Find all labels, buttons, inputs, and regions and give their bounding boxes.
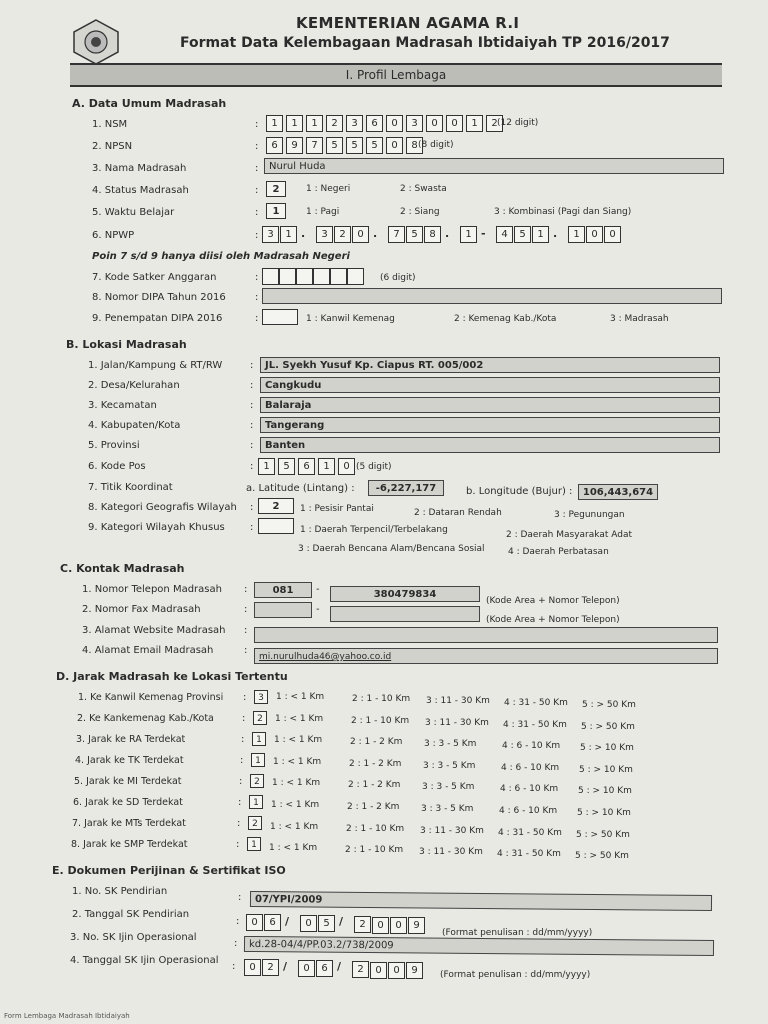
kecamatan-field[interactable]: Balaraja (260, 397, 720, 413)
section-d-heading: D. Jarak Madrasah ke Lokasi Tertentu (56, 670, 288, 683)
colon: : (238, 797, 242, 808)
distance-label: 3. Jarak ke RA Terdekat (76, 734, 186, 745)
colon: : (255, 272, 259, 283)
kodepos-digit[interactable]: 1 (318, 458, 335, 475)
distance-option: 3 : 11 - 30 Km (425, 718, 489, 728)
npwp-label: 6. NPWP (92, 230, 135, 241)
date-digit[interactable]: 9 (406, 962, 423, 979)
nsm-digit[interactable]: 1 (306, 115, 323, 132)
colon: : (255, 185, 259, 196)
npwp-digit[interactable]: 1 (280, 226, 297, 243)
distance-option: 1 : < 1 Km (272, 778, 321, 788)
distance-option: 5 : > 50 Km (582, 700, 636, 710)
distance-option: 1 : < 1 Km (275, 714, 324, 724)
tgl-ijin-note: (Format penulisan : dd/mm/yyyy) (440, 970, 591, 980)
kodepos-digit[interactable]: 6 (298, 458, 315, 475)
sk-ijin-label: 3. No. SK Ijin Operasional (70, 932, 197, 943)
status-value-box[interactable]: 2 (266, 181, 286, 197)
fax-note: (Kode Area + Nomor Telepon) (486, 615, 620, 625)
colon: : (250, 360, 254, 371)
npwp-digit[interactable]: 0 (586, 226, 603, 243)
distance-option: 4 : 31 - 50 Km (498, 828, 562, 838)
npwp-digit[interactable]: 5 (406, 226, 423, 243)
npsn-digit[interactable]: 5 (326, 137, 343, 154)
colon: : (236, 916, 240, 927)
satker-digit[interactable] (347, 268, 364, 285)
fax-label: 2. Nomor Fax Madrasah (82, 604, 201, 615)
distance-option: 1 : < 1 Km (274, 735, 323, 745)
colon: : (232, 961, 236, 972)
sk-pendirian-label: 1. No. SK Pendirian (72, 886, 168, 897)
nsm-digit[interactable]: 1 (266, 115, 283, 132)
npwp-digit[interactable]: 3 (316, 226, 333, 243)
distance-option: 2 : 1 - 2 Km (348, 780, 401, 790)
koordinat-label: 7. Titik Koordinat (88, 482, 173, 493)
distance-option: 2 : 1 - 10 Km (352, 694, 411, 704)
section-c-heading: C. Kontak Madrasah (60, 562, 185, 575)
distance-option: 4 : 31 - 50 Km (497, 849, 561, 859)
nsm-digit[interactable]: 0 (426, 115, 443, 132)
distance-option: 3 : 11 - 30 Km (420, 826, 484, 836)
distance-value-box[interactable]: 2 (248, 816, 262, 830)
distance-option: 2 : 1 - 2 Km (349, 759, 402, 769)
colon: : (250, 380, 254, 391)
penempatan-option-2: 2 : Kemenag Kab./Kota (454, 314, 557, 324)
penempatan-option-3: 3 : Madrasah (610, 314, 669, 324)
website-label: 3. Alamat Website Madrasah (82, 625, 226, 636)
npsn-digit[interactable]: 8 (406, 137, 423, 154)
section-banner: I. Profil Lembaga (70, 63, 722, 87)
npwp-separator: . (301, 227, 306, 240)
distance-option: 4 : 31 - 50 Km (503, 720, 567, 730)
distance-label: 6. Jarak ke SD Terdekat (73, 797, 183, 808)
colon: : (242, 713, 246, 724)
geografis-value-box[interactable]: 2 (258, 498, 294, 514)
distance-option: 4 : 6 - 10 Km (500, 784, 559, 794)
colon: : (250, 461, 254, 472)
desa-label: 2. Desa/Kelurahan (88, 380, 180, 391)
distance-option: 2 : 1 - 2 Km (350, 737, 403, 747)
satker-digit[interactable] (330, 268, 347, 285)
nsm-label: 1. NSM (92, 119, 128, 130)
colon: : (255, 141, 259, 152)
distance-value-box[interactable]: 2 (253, 711, 267, 725)
distance-option: 4 : 6 - 10 Km (501, 763, 560, 773)
khusus-option-3: 3 : Daerah Bencana Alam/Bencana Sosial (298, 544, 485, 554)
distance-value-box[interactable]: 1 (251, 753, 265, 767)
npwp-digit[interactable]: 4 (496, 226, 513, 243)
telepon-note: (Kode Area + Nomor Telepon) (486, 596, 620, 606)
colon: : (239, 776, 243, 787)
date-digit[interactable]: 0 (370, 962, 387, 979)
distance-option: 3 : 11 - 30 Km (426, 696, 490, 706)
npwp-digit[interactable]: 2 (334, 226, 351, 243)
penempatan-label: 9. Penempatan DIPA 2016 (92, 313, 223, 324)
kecamatan-label: 3. Kecamatan (88, 400, 157, 411)
satker-digit-boxes[interactable] (262, 268, 364, 285)
section-e-heading: E. Dokumen Perijinan & Sertifikat ISO (52, 864, 286, 877)
waktu-option-1: 1 : Pagi (306, 207, 340, 217)
dipa-number-field[interactable] (262, 288, 722, 304)
section-a-heading: A. Data Umum Madrasah (72, 97, 227, 110)
provinsi-field[interactable]: Banten (260, 437, 720, 453)
colon: : (255, 119, 259, 130)
npwp-digit[interactable]: 7 (388, 226, 405, 243)
satker-digit[interactable] (279, 268, 296, 285)
kodepos-digit[interactable]: 0 (338, 458, 355, 475)
waktu-option-2: 2 : Siang (400, 207, 440, 217)
kodepos-note: (5 digit) (356, 462, 392, 472)
distance-option: 1 : < 1 Km (273, 757, 322, 767)
colon: : (255, 230, 259, 241)
kodepos-digit[interactable]: 5 (278, 458, 295, 475)
waktu-label: 5. Waktu Belajar (92, 207, 175, 218)
fax-area-code[interactable] (254, 602, 312, 618)
nama-madrasah-field[interactable]: Nurul Huda (264, 158, 724, 174)
satker-digit[interactable] (313, 268, 330, 285)
date-separator: / (283, 960, 288, 973)
satker-note: (6 digit) (380, 273, 416, 283)
colon: : (255, 207, 259, 218)
date-separator: / (285, 915, 290, 928)
npwp-separator: . (445, 227, 450, 240)
date-digit[interactable]: 5 (318, 915, 335, 932)
email-field[interactable]: mi.nurulhuda46@yahoo.co.id (254, 648, 718, 664)
colon: : (244, 625, 248, 636)
distance-label: 8. Jarak ke SMP Terdekat (71, 839, 188, 850)
colon: : (241, 734, 245, 745)
nsm-digit[interactable]: 3 (346, 115, 363, 132)
khusus-value-box[interactable] (258, 518, 294, 534)
distance-option: 5 : > 10 Km (578, 786, 632, 796)
section-b-heading: B. Lokasi Madrasah (66, 338, 187, 351)
tgl-pendirian-label: 2. Tanggal SK Pendirian (72, 909, 190, 920)
npsn-digit[interactable]: 5 (366, 137, 383, 154)
form-subtitle: Format Data Kelembagaan Madrasah Ibtidaiyah TP 2016/2017 (180, 35, 670, 51)
geografis-option-3: 3 : Pegunungan (554, 510, 625, 520)
geografis-option-1: 1 : Pesisir Pantai (300, 504, 374, 514)
date-separator: / (339, 915, 344, 928)
colon: : (255, 292, 259, 303)
telepon-area-code[interactable]: 081 (254, 582, 312, 598)
distance-option: 5 : > 10 Km (580, 743, 634, 753)
distance-label: 2. Ke Kankemenag Kab./Kota (77, 713, 214, 724)
nsm-digit[interactable]: 2 (486, 115, 503, 132)
colon: : (255, 313, 259, 324)
distance-label: 5. Jarak ke MI Terdekat (74, 776, 182, 787)
distance-option: 2 : 1 - 10 Km (351, 716, 410, 726)
distance-option: 4 : 31 - 50 Km (504, 698, 568, 708)
distance-option: 1 : < 1 Km (276, 692, 325, 702)
kabupaten-label: 4. Kabupaten/Kota (88, 420, 181, 431)
date-digit[interactable]: 0 (390, 917, 407, 934)
tgl-ijin-label: 4. Tanggal SK Ijin Operasional (70, 955, 219, 966)
colon: : (234, 938, 238, 949)
distance-label: 1. Ke Kanwil Kemenag Provinsi (78, 692, 224, 703)
tgl-pendirian-note: (Format penulisan : dd/mm/yyyy) (442, 928, 593, 938)
colon: : (238, 892, 242, 903)
satker-digit[interactable] (262, 268, 279, 285)
khusus-label: 9. Kategori Wilayah Khusus (88, 522, 225, 533)
colon: : (250, 440, 254, 451)
npwp-digit[interactable]: 1 (532, 226, 549, 243)
jalan-label: 1. Jalan/Kampung & RT/RW (88, 360, 223, 371)
kodepos-digit-boxes[interactable] (258, 458, 355, 475)
npsn-digit-boxes[interactable] (266, 137, 423, 154)
date-digit[interactable]: 0 (246, 914, 263, 931)
date-digit[interactable]: 0 (244, 959, 261, 976)
telepon-dash: - (316, 584, 320, 595)
distance-option: 3 : 11 - 30 Km (419, 847, 483, 857)
distance-option: 3 : 3 - 5 Km (423, 761, 476, 771)
npsn-digit[interactable]: 5 (346, 137, 363, 154)
satker-digit[interactable] (296, 268, 313, 285)
page-footer: Form Lembaga Madrasah Ibtidaiyah (4, 1012, 130, 1020)
colon: : (250, 400, 254, 411)
colon: : (243, 692, 247, 703)
status-option-1: 1 : Negeri (306, 184, 351, 194)
distance-option: 3 : 3 - 5 Km (421, 804, 474, 814)
status-label: 4. Status Madrasah (92, 185, 189, 196)
latitude-label: a. Latitude (Lintang) : (246, 483, 355, 494)
distance-value-box[interactable]: 1 (247, 837, 261, 851)
nsm-digit[interactable]: 0 (446, 115, 463, 132)
colon: : (250, 502, 254, 513)
desa-field[interactable]: Cangkudu (260, 377, 720, 393)
date-digit[interactable]: 6 (316, 960, 333, 977)
waktu-option-3: 3 : Kombinasi (Pagi dan Siang) (494, 207, 632, 217)
telepon-label: 1. Nomor Telepon Madrasah (82, 584, 222, 595)
date-digit[interactable]: 2 (354, 916, 371, 933)
colon: : (236, 839, 240, 850)
distance-value-box[interactable]: 1 (252, 732, 266, 746)
npwp-digit[interactable]: 0 (352, 226, 369, 243)
nsm-note: (12 digit) (497, 118, 539, 128)
npwp-separator: . (373, 227, 378, 240)
npsn-digit[interactable]: 9 (286, 137, 303, 154)
waktu-value-box[interactable]: 1 (266, 203, 286, 219)
colon: : (250, 522, 254, 533)
nsm-digit[interactable]: 6 (366, 115, 383, 132)
longitude-label: b. Longitude (Bujur) : (466, 486, 573, 497)
distance-option: 5 : > 50 Km (581, 722, 635, 732)
distance-option: 5 : > 10 Km (577, 808, 631, 818)
nama-label: 3. Nama Madrasah (92, 163, 187, 174)
latitude-value[interactable]: -6,227,177 (368, 480, 444, 496)
khusus-option-4: 4 : Daerah Perbatasan (508, 547, 609, 557)
sk-pendirian-field[interactable]: 07/YPI/2009 (250, 891, 712, 911)
ministry-title: KEMENTERIAN AGAMA R.I (296, 14, 520, 32)
nsm-digit[interactable]: 3 (406, 115, 423, 132)
nsm-digit-boxes[interactable] (266, 115, 503, 132)
date-digit[interactable]: 9 (408, 917, 425, 934)
npwp-digit[interactable]: 5 (514, 226, 531, 243)
colon: : (237, 818, 241, 829)
nsm-digit[interactable]: 2 (326, 115, 343, 132)
distance-option: 1 : < 1 Km (270, 822, 319, 832)
colon: : (240, 755, 244, 766)
distance-option: 5 : > 10 Km (579, 765, 633, 775)
colon: : (244, 645, 248, 656)
kodepos-digit[interactable]: 1 (258, 458, 275, 475)
longitude-value[interactable]: 106,443,674 (578, 484, 658, 500)
penempatan-value-box[interactable] (262, 309, 298, 325)
date-digit[interactable]: 0 (388, 962, 405, 979)
distance-label: 7. Jarak ke MTs Terdekat (72, 818, 186, 829)
kabupaten-field[interactable]: Tangerang (260, 417, 720, 433)
date-digit[interactable]: 0 (298, 960, 315, 977)
distance-value-box[interactable]: 2 (250, 774, 264, 788)
khusus-option-2: 2 : Daerah Masyarakat Adat (506, 530, 632, 540)
geografis-label: 8. Kategori Geografis Wilayah (88, 502, 237, 513)
khusus-option-1: 1 : Daerah Terpencil/Terbelakang (300, 525, 448, 535)
date-digit[interactable]: 0 (300, 915, 317, 932)
nsm-digit[interactable]: 0 (386, 115, 403, 132)
npsn-digit[interactable]: 7 (306, 137, 323, 154)
date-separator: / (337, 960, 342, 973)
jalan-field[interactable]: JL. Syekh Yusuf Kp. Ciapus RT. 005/002 (260, 357, 720, 373)
distance-option: 2 : 1 - 2 Km (347, 802, 400, 812)
distance-option: 4 : 6 - 10 Km (499, 806, 558, 816)
colon: : (244, 604, 248, 615)
npsn-note: (8 digit) (418, 140, 454, 150)
date-digit[interactable]: 2 (352, 961, 369, 978)
distance-value-box[interactable]: 1 (249, 795, 263, 809)
email-label: 4. Alamat Email Madrasah (82, 645, 214, 656)
npwp-digit[interactable]: 1 (460, 226, 477, 243)
fax-number[interactable] (330, 606, 480, 622)
npwp-digit[interactable]: 0 (604, 226, 621, 243)
website-field[interactable] (254, 627, 718, 643)
status-option-2: 2 : Swasta (400, 184, 447, 194)
distance-option: 2 : 1 - 10 Km (346, 824, 405, 834)
colon: : (250, 420, 254, 431)
distance-option: 5 : > 50 Km (576, 830, 630, 840)
distance-option: 1 : < 1 Km (269, 843, 318, 853)
kodepos-label: 6. Kode Pos (88, 461, 146, 472)
npsn-digit[interactable]: 0 (386, 137, 403, 154)
satker-label: 7. Kode Satker Anggaran (92, 272, 217, 283)
npwp-separator: . (553, 227, 558, 240)
colon: : (244, 584, 248, 595)
distance-option: 1 : < 1 Km (271, 800, 320, 810)
distance-option: 4 : 6 - 10 Km (502, 741, 561, 751)
colon: : (255, 163, 259, 174)
telepon-number[interactable]: 380479834 (330, 586, 480, 602)
kemenag-logo (72, 18, 120, 66)
npsn-digit[interactable]: 6 (266, 137, 283, 154)
distance-option: 5 : > 50 Km (575, 851, 629, 861)
sk-ijin-field[interactable]: kd.28-04/4/PP.03.2/738/2009 (244, 936, 714, 956)
date-digit[interactable]: 6 (264, 914, 281, 931)
date-digit[interactable]: 0 (372, 917, 389, 934)
negeri-note: Poin 7 s/d 9 hanya diisi oleh Madrasah Negeri (92, 251, 350, 262)
nsm-digit[interactable]: 1 (466, 115, 483, 132)
distance-value-box[interactable]: 3 (254, 690, 268, 704)
npwp-digit[interactable]: 3 (262, 226, 279, 243)
date-digit[interactable]: 2 (262, 959, 279, 976)
npsn-label: 2. NPSN (92, 141, 133, 152)
npwp-digit[interactable]: 1 (568, 226, 585, 243)
provinsi-label: 5. Provinsi (88, 440, 140, 451)
distance-label: 4. Jarak ke TK Terdekat (75, 755, 184, 766)
distance-option: 3 : 3 - 5 Km (424, 739, 477, 749)
nsm-digit[interactable]: 1 (286, 115, 303, 132)
penempatan-option-1: 1 : Kanwil Kemenag (306, 314, 395, 324)
npwp-separator: - (481, 227, 486, 240)
distance-option: 2 : 1 - 10 Km (345, 845, 404, 855)
distance-option: 3 : 3 - 5 Km (422, 782, 475, 792)
fax-dash: - (316, 604, 320, 615)
npwp-digit[interactable]: 8 (424, 226, 441, 243)
geografis-option-2: 2 : Dataran Rendah (414, 508, 502, 518)
dipa-label: 8. Nomor DIPA Tahun 2016 (92, 292, 226, 303)
